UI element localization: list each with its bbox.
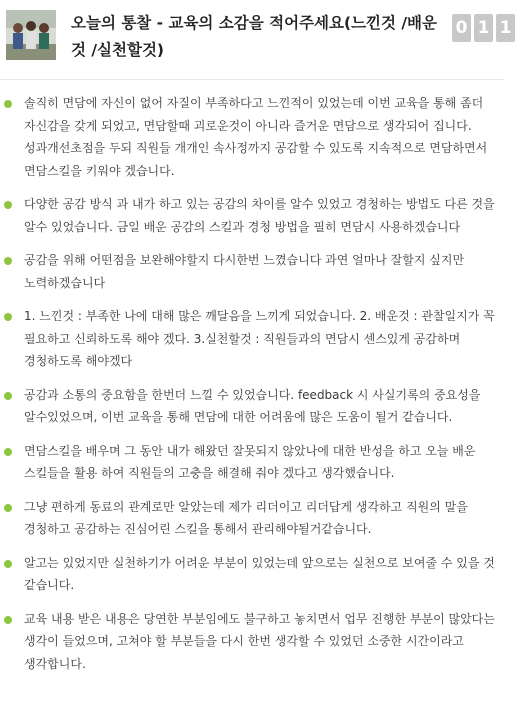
list-item (0, 193, 504, 238)
group-photo-thumbnail (6, 10, 56, 60)
comment-text: 공감과 소통의 중요함을 한번더 느낄 수 있었습니다. feedback 시 사실기록의 중요성을 알수있었으며, 이번 교육을 통해 면담에 대한 어려움에 많은 도움이 될거 같습니다. (24, 387, 481, 424)
comment-text: 솔직히 면담에 자신이 없어 자질이 부족하다고 느낀적이 있었는데 이번 교육을 통해 좀더 자신감을 갖게 되었고, 면담할때 괴로운것이 아니라 즐거운 면담으로 생각되어 집니다. 성과개선초점을 두되 직원들 개개인 속사정까지 공감할 수 있도록 지속적으로 면담하면서 면담스킬을 키워야 겠습니다. (24, 96, 488, 178)
list-item (0, 440, 504, 485)
comment-text: 면담스킬을 배우며 그 동안 내가 해왔던 잘못되지 않았나에 대한 반성을 하고 오늘 배운 스킬들을 활용 하여 직원들의 고충을 해결해 줘야 겠다고 생각했습니다. (24, 443, 476, 480)
list-item (0, 249, 504, 294)
bullet-icon (4, 560, 12, 568)
page-title: 오늘의 통찰 - 교육의 소감을 적어주세요(느낀것 /배운것 /실천할것) (71, 14, 437, 59)
list-item (0, 552, 504, 597)
comment-text: 1. 느낀것 : 부족한 나에 대해 많은 깨달음을 느끼게 되었습니다. 2. 배운것 : 관찰일지가 꼭 필요하고 신뢰하도록 해야 겠다. 3.실천할것 : 직원들과의 면담시 센스있게 공감하며 경청하도록 해야겠다 (24, 309, 495, 368)
comment-text: 다양한 공감 방식 과 내가 하고 있는 공감의 차이를 알수 있었고 경청하는 방법도 다른 것을 알수 있었습니다. 금일 배운 공감의 스킬과 경청 방법을 필히 면담시 사용하겠습니다 (24, 197, 495, 234)
bullet-icon (4, 100, 12, 108)
counter-digit: 1 (496, 14, 515, 42)
bullet-icon (4, 616, 12, 624)
header (0, 0, 512, 80)
comment-text: 공감을 위해 어떤점을 보완해야할지 다시한번 느꼈습니다 과연 얼마나 잘할지 싶지만 노력하겠습니다 (24, 253, 465, 290)
list-item (0, 92, 504, 182)
counter-digit: 0 (452, 14, 471, 42)
list-item (0, 384, 504, 429)
bullet-icon (4, 448, 12, 456)
bullet-icon (4, 392, 12, 400)
comment-text: 그냥 편하게 동료의 관계로만 알았는데 제가 리더이고 리더답게 생각하고 직원의 말을 경청하고 공감하는 진심어린 스킬을 통해서 관리해야될거같습니다. (24, 499, 468, 536)
list-item (0, 608, 504, 676)
comment-text: 알고는 있었지만 실천하기가 어려운 부분이 있었는데 앞으로는 실천으로 보여줄 수 있을 것 같습니다. (24, 555, 495, 592)
list-item (0, 305, 504, 373)
bullet-icon (4, 201, 12, 209)
comment-list (0, 92, 504, 686)
bullet-icon (4, 504, 12, 512)
counter-digit: 1 (474, 14, 493, 42)
bullet-icon (4, 313, 12, 321)
participant-counter (452, 14, 515, 42)
list-item (0, 496, 504, 541)
bullet-icon (4, 257, 12, 265)
comment-text: 교육 내용 받은 내용은 당연한 부분임에도 불구하고 놓치면서 업무 진행한 부분이 많았다는 생각이 들었으며, 고쳐야 할 부분들을 다시 한번 생각할 수 있었던 소중한 시간이라고 생각합니다. (24, 611, 495, 671)
